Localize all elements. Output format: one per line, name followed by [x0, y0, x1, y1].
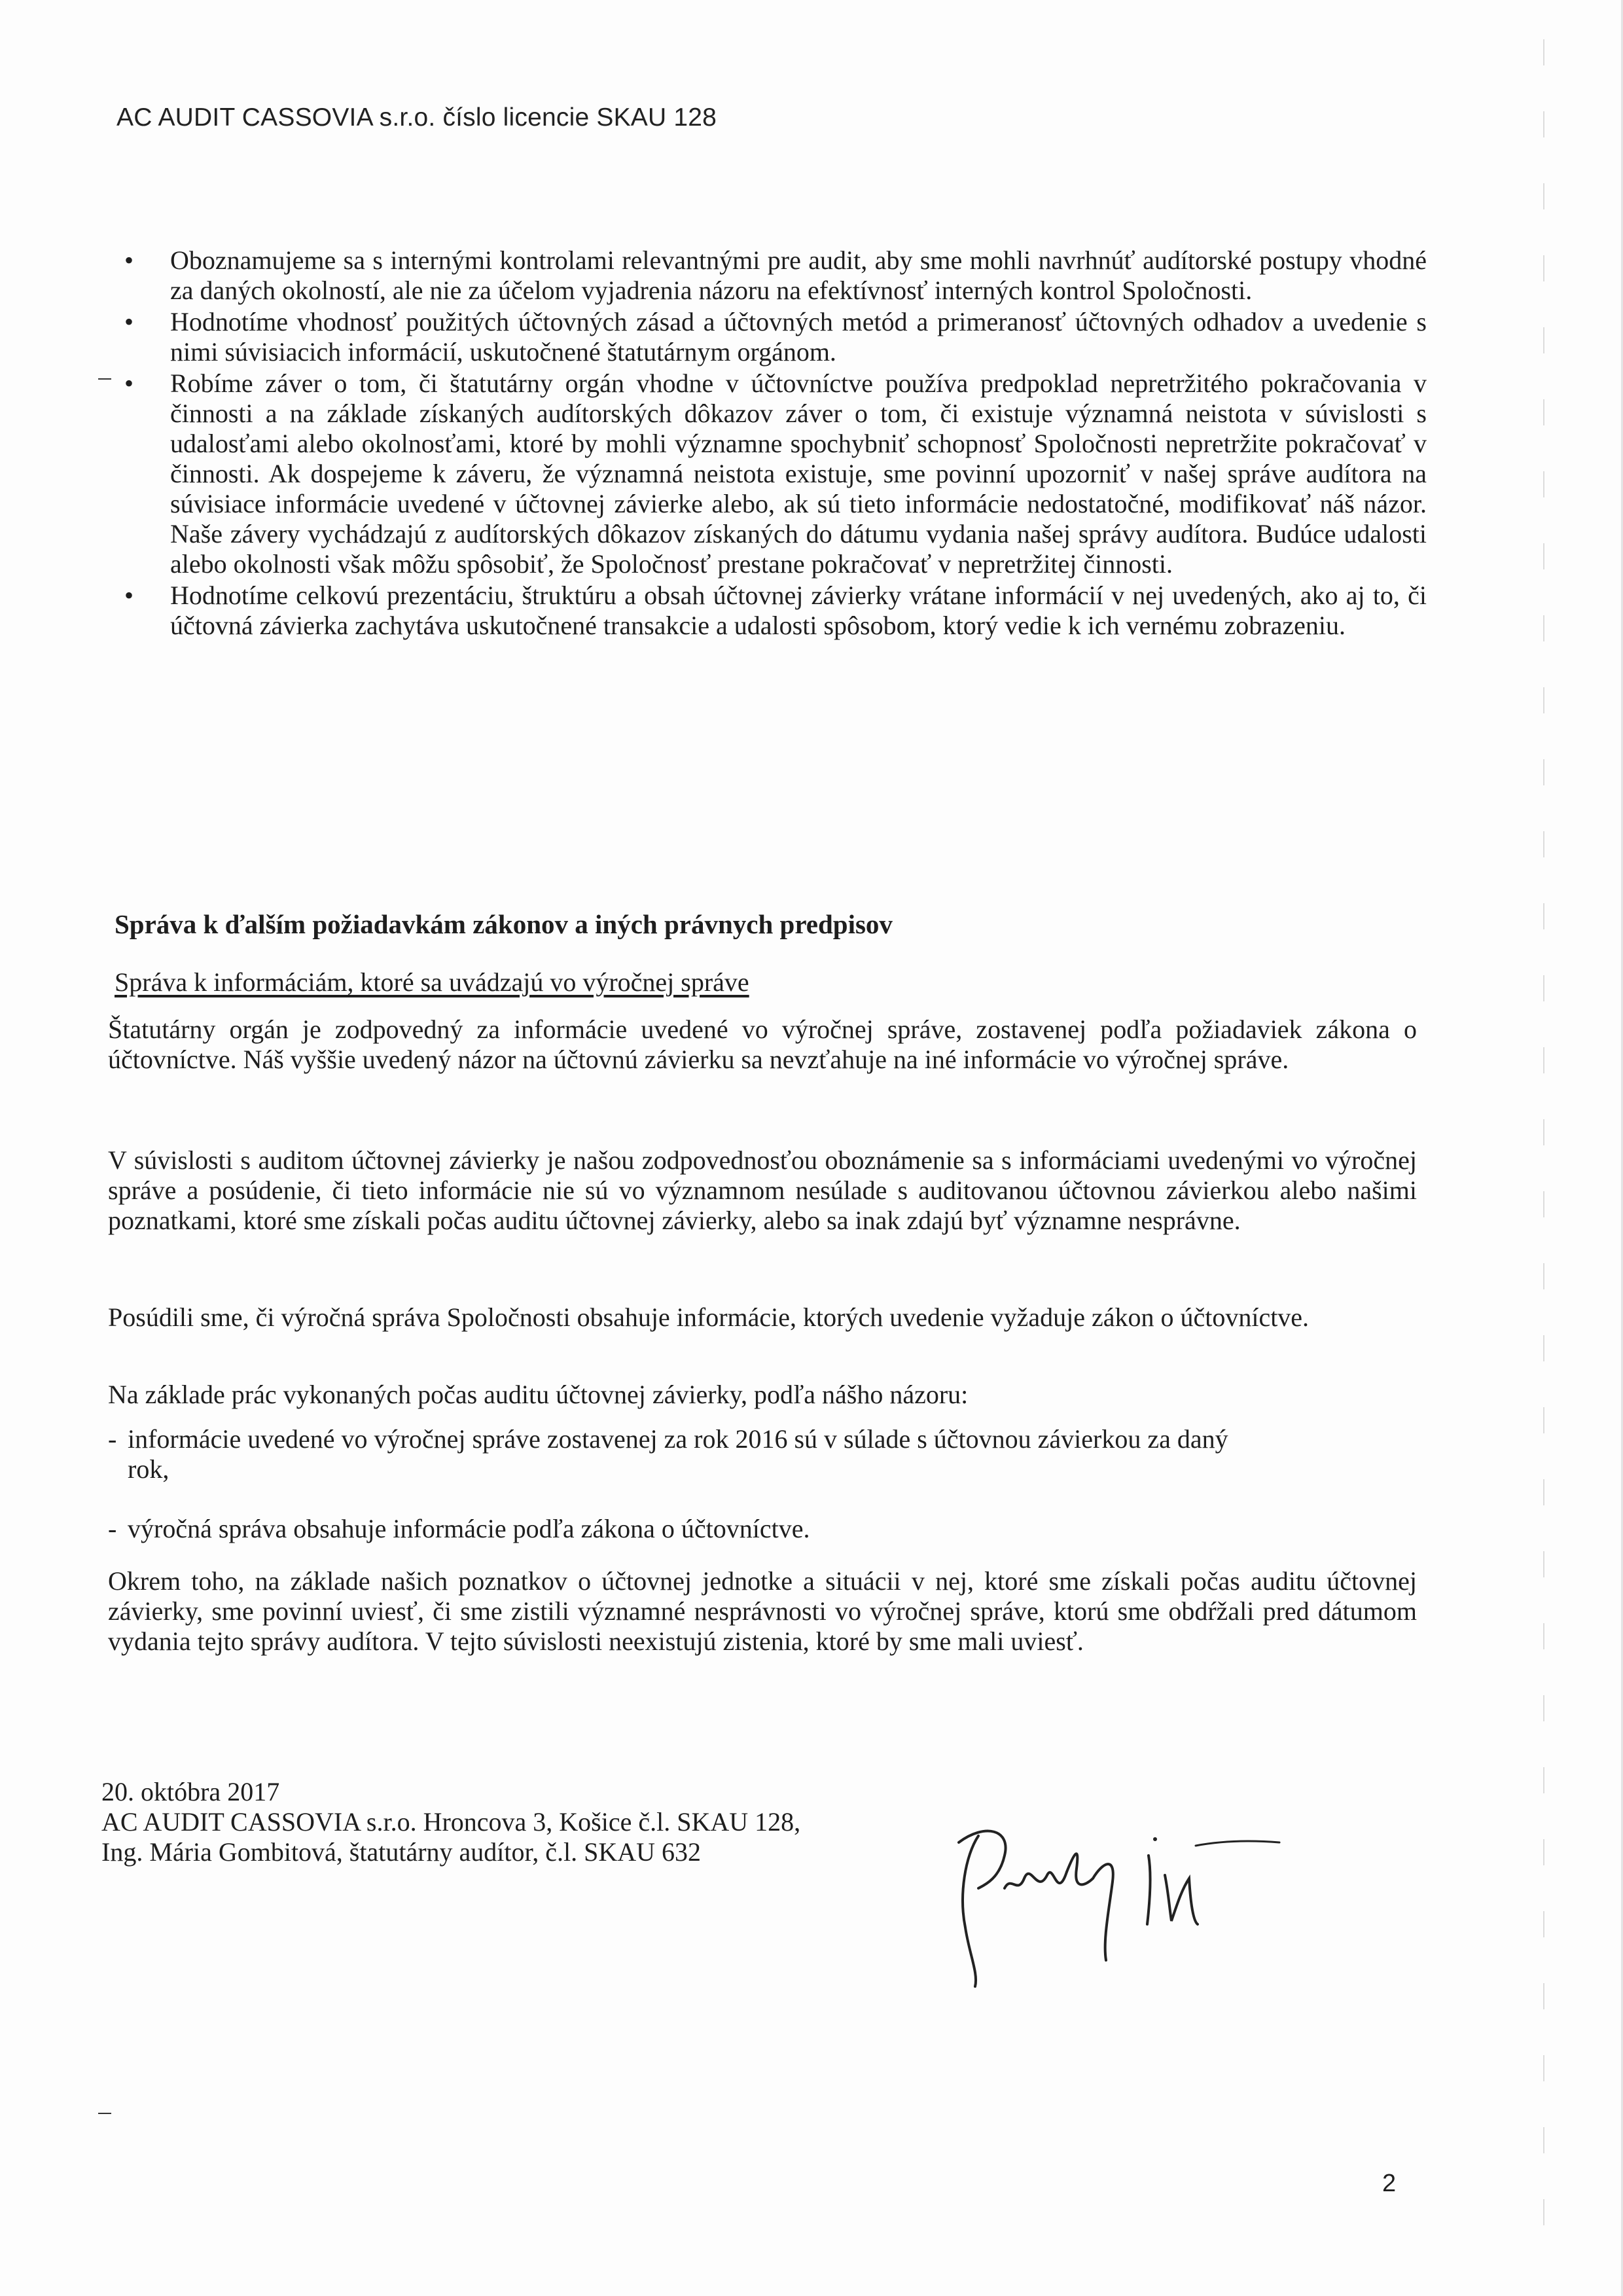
paragraph-responsibility: Štatutárny orgán je zodpovedný za informácie uvedené vo výročnej správe, zostavenej podľa požiadaviek zákona o účtovníctve. Náš vyššie uvedený názor na účtovnú závierku sa nevzťahuje na iné informácie vo výročnej správe.	[108, 1014, 1417, 1074]
page-number: 2	[1382, 2170, 1397, 2197]
dash-text-line-1: informácie uvedené vo výročnej správe zostavenej za rok 2016 sú v súlade s účtovnou závierkou za daný	[128, 1424, 1228, 1454]
handwritten-signature	[939, 1816, 1306, 1993]
auditor-line: Ing. Mária Gombitová, štatutárny audítor, č.l. SKAU 632	[101, 1837, 702, 1867]
margin-dash-mark	[98, 378, 111, 380]
page-header: AC AUDIT CASSOVIA s.r.o. číslo licencie SKAU 128	[116, 103, 717, 132]
dash-marker: -	[108, 1514, 117, 1543]
signoff-block	[101, 1777, 800, 1867]
bullet-item-accounting-policies: • Hodnotíme vhodnosť použitých účtovných zásad a účtovných metód a primeranosť účtovných odhadov a uvedenie s nimi súvisiacich informácií, uskutočnené štatutárnym orgánom.	[170, 307, 1427, 367]
dash-text: výročná správa obsahuje informácie podľa zákona o účtovníctve.	[128, 1514, 810, 1543]
firm-line: AC AUDIT CASSOVIA s.r.o. Hroncova 3, Košice č.l. SKAU 128,	[101, 1807, 801, 1837]
paragraph-opinion-intro: Na základe prác vykonaných počas auditu účtovnej závierky, podľa nášho názoru:	[108, 1380, 969, 1409]
procedure-bullet-list	[170, 245, 1427, 642]
section-heading: Správa k ďalším požiadavkám zákonov a iných právnych predpisov	[115, 909, 893, 939]
sub-heading: Správa k informáciám, ktoré sa uvádzajú vo výročnej správe	[115, 967, 749, 997]
dash-text-line-2: rok,	[128, 1454, 169, 1484]
bullet-item-going-concern: • Robíme záver o tom, či štatutárny orgán vhodne v účtovníctve používa predpoklad nepretržitého pokračovania v činnosti a na základe získaných audítorských dôkazov záver o tom, či existuje významná neistota v súvislosti s udalosťami alebo okolnosťami, ktoré by mohli významne spochybniť schopnosť Spoločnosti nepretržite pokračovať v činnosti. Ak dospejeme k záveru, že významná neistota existuje, sme povinní upozorniť v našej správe audítora na súvisiace informácie uvedené v účtovnej závierke alebo, ak sú tieto informácie nedostatočné, modifikovať náš názor. Naše závery vychádzajú z audítorských dôkazov získaných do dátumu vydania našej správy audítora. Budúce udalosti alebo okolnosti však môžu spôsobiť, že Spoločnosť prestane pokračovať v nepretržitej činnosti.	[170, 368, 1427, 579]
bullet-item-internal-controls: • Oboznamujeme sa s internými kontrolami relevantnými pre audit, aby sme mohli navrhnúť audítorské postupy vhodné za daných okolností, ale nie za účelom vyjadrenia názoru na efektívnosť interných kontrol Spoločnosti.	[170, 245, 1427, 306]
report-date: 20. októbra 2017	[101, 1777, 280, 1806]
dash-marker: -	[108, 1424, 117, 1454]
scan-artifact-line	[1543, 39, 1544, 2265]
margin-dash-mark-bottom	[98, 2113, 111, 2114]
paragraph-assessment: Posúdili sme, či výročná správa Spoločnosti obsahuje informácie, ktorých uvedenie vyžaduje zákon o účtovníctve.	[108, 1302, 1310, 1332]
paragraph-misstatement-findings: Okrem toho, na základe našich poznatkov o účtovnej jednotke a situácii v nej, ktoré sme získali počas auditu účtovnej závierky, sme povinní uviesť, či sme zistili významné nesprávnosti vo výročnej správe, ktorú sme obdŕžali pred dátumom vydania tejto správy audítora. V tejto súvislosti neexistujú zistenia, ktoré by sme mali uviesť.	[108, 1566, 1417, 1656]
opinion-dash-item-consistency	[108, 1424, 1417, 1484]
bullet-item-overall-presentation: • Hodnotíme celkovú prezentáciu, štruktúru a obsah účtovnej závierky vrátane informácií v nej uvedených, ako aj to, či účtovná závierka zachytáva uskutočnené transakcie a udalosti spôsobom, ktorý vedie k ich vernému zobrazeniu.	[170, 581, 1427, 641]
opinion-dash-item-compliance	[108, 1514, 1417, 1544]
paragraph-audit-responsibility: V súvislosti s auditom účtovnej závierky je našou zodpovednosťou oboznámenie sa s informáciami uvedenými vo výročnej správe a posúdenie, či tieto informácie nie sú vo významnom nesúlade s auditovanou účtovnou závierkou alebo našimi poznatkami, ktoré sme získali počas auditu účtovnej závierky, alebo sa inak zdajú byť významne nesprávne.	[108, 1145, 1417, 1235]
